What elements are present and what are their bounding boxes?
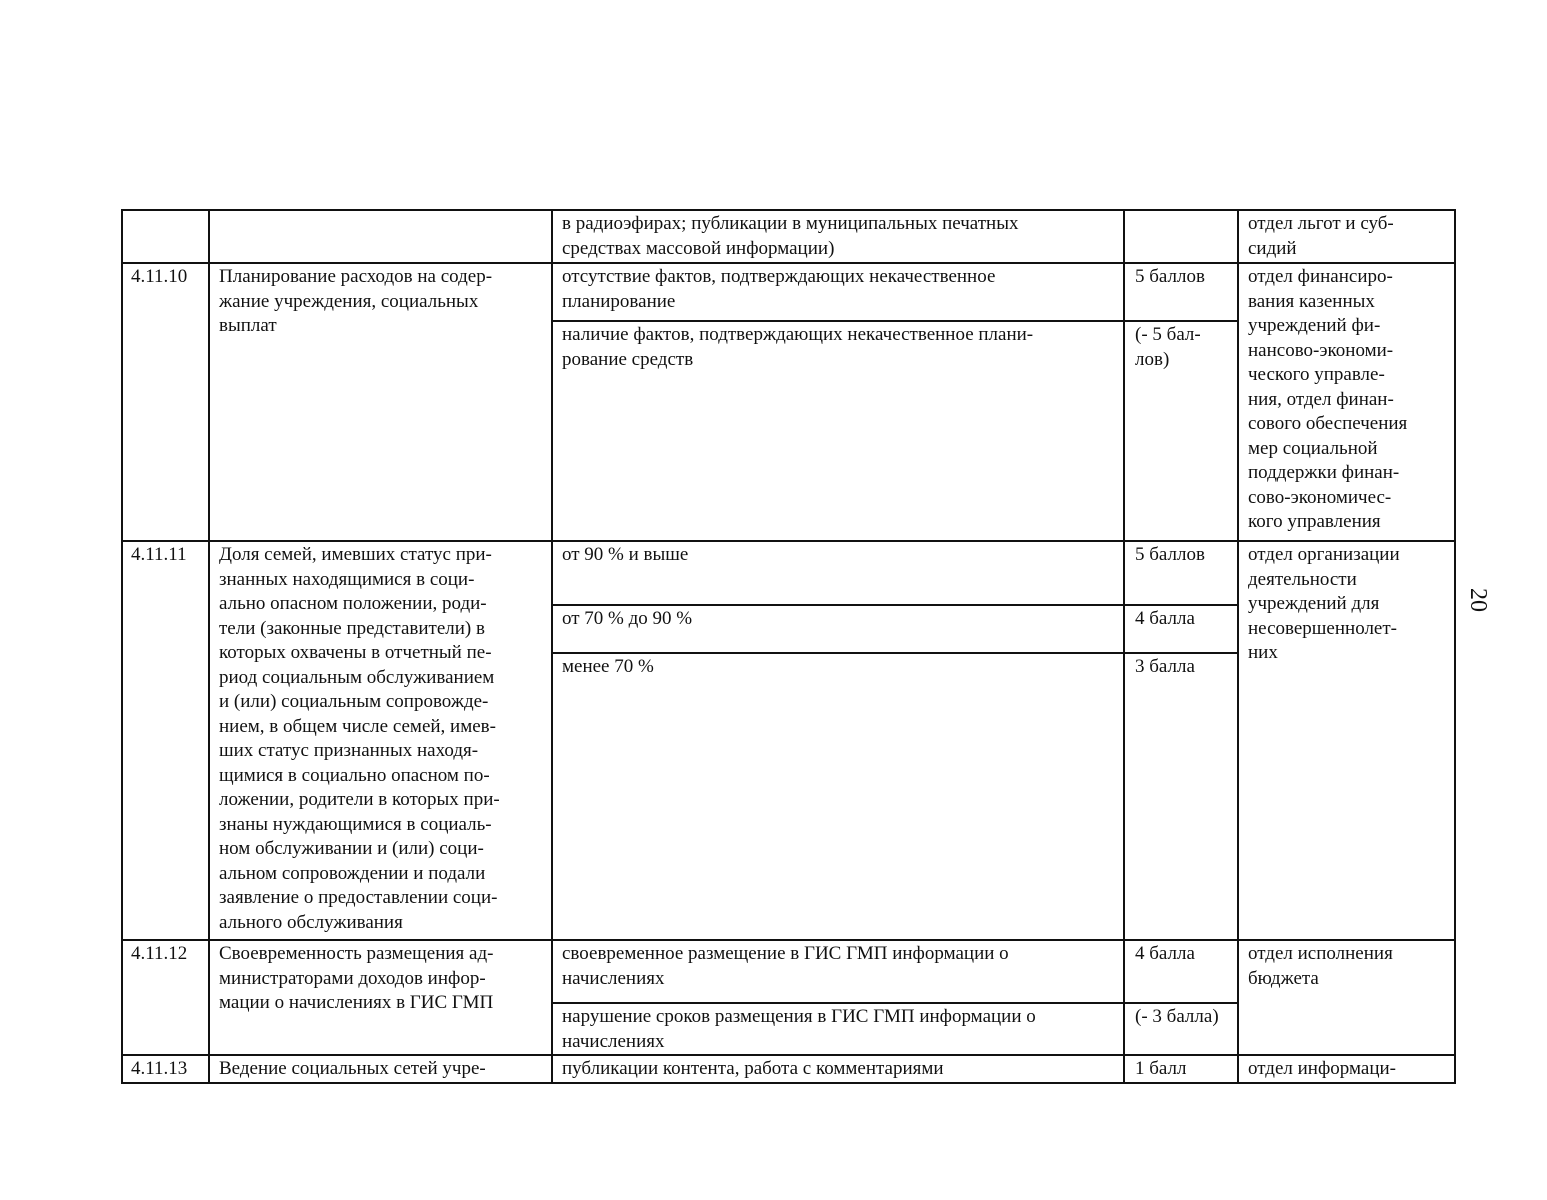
- criterion-cell: наличие фактов, подтверждающих некачественное плани- рование средств: [552, 321, 1124, 541]
- criterion-cell: своевременное размещение в ГИС ГМП информации о начислениях: [552, 940, 1124, 1003]
- indicator-name-cell: Доля семей, имевших статус при- знанных находящимися в соци- ально опасном положении, роди- тели (законные представители) в которых охвачены в отчетный пе- риод социальным обслуживанием и (или) социальным сопровожде- нием, в общем числе семей, имев- ших статус признанных находя- щимися в социально опасном по- ложении, родители в которых при- знаны нуждающимися в социаль- ном обслуживании и (или) соци- альном сопровождении и подали заявление о предоставлении соци- ального обслуживания: [209, 541, 552, 940]
- score-cell: 1 балл: [1124, 1055, 1238, 1083]
- table-row-continuation: [122, 210, 1455, 263]
- page-number: 20: [1465, 588, 1491, 612]
- score-cell: 5 баллов: [1124, 541, 1238, 605]
- score-cell: 4 балла: [1124, 940, 1238, 1003]
- item-number-cell: 4.11.12: [122, 940, 209, 1055]
- indicator-name-cell: Своевременность размещения ад- министраторами доходов инфор- мации о начислениях в ГИС ГМП: [209, 940, 552, 1055]
- responsible-department-cell: отдел льгот и суб- сидий: [1238, 210, 1455, 263]
- score-cell: [1124, 210, 1238, 263]
- table-row-4-11-11: [122, 541, 1455, 605]
- criterion-cell: от 90 % и выше: [552, 541, 1124, 605]
- responsible-department-cell: отдел информаци-: [1238, 1055, 1455, 1083]
- responsible-department-cell: отдел исполнения бюджета: [1238, 940, 1455, 1055]
- criterion-cell: отсутствие фактов, подтверждающих некачественное планирование: [552, 263, 1124, 321]
- criterion-cell: в радиоэфирах; публикации в муниципальных печатных средствах массовой информации): [552, 210, 1124, 263]
- table-row-4-11-10: [122, 263, 1455, 321]
- item-number-cell: 4.11.11: [122, 541, 209, 940]
- item-number-cell: 4.11.13: [122, 1055, 209, 1083]
- indicator-name-cell: Планирование расходов на содер- жание учреждения, социальных выплат: [209, 263, 552, 541]
- criterion-cell: менее 70 %: [552, 653, 1124, 940]
- indicator-name-cell: [209, 210, 552, 263]
- item-number-cell: [122, 210, 209, 263]
- score-cell: 3 балла: [1124, 653, 1238, 940]
- indicator-name-cell: Ведение социальных сетей учре-: [209, 1055, 552, 1083]
- score-cell: 5 баллов: [1124, 263, 1238, 321]
- evaluation-criteria-table: [121, 209, 1456, 1084]
- item-number-cell: 4.11.10: [122, 263, 209, 541]
- criterion-cell: публикации контента, работа с комментариями: [552, 1055, 1124, 1083]
- criterion-cell: нарушение сроков размещения в ГИС ГМП информации о начислениях: [552, 1003, 1124, 1055]
- table-row-4-11-12: [122, 940, 1455, 1003]
- score-cell: 4 балла: [1124, 605, 1238, 653]
- responsible-department-cell: отдел организации деятельности учреждений для несовершеннолет- них: [1238, 541, 1455, 940]
- responsible-department-cell: отдел финансиро- вания казенных учреждений фи- нансово-экономи- ческого управле- ния, отдел финан- сового обеспечения мер социальной поддержки финан- сово-экономичес- кого управления: [1238, 263, 1455, 541]
- score-cell: (- 5 бал- лов): [1124, 321, 1238, 541]
- table-row-4-11-13: [122, 1055, 1455, 1083]
- criterion-cell: от 70 % до 90 %: [552, 605, 1124, 653]
- score-cell: (- 3 балла): [1124, 1003, 1238, 1055]
